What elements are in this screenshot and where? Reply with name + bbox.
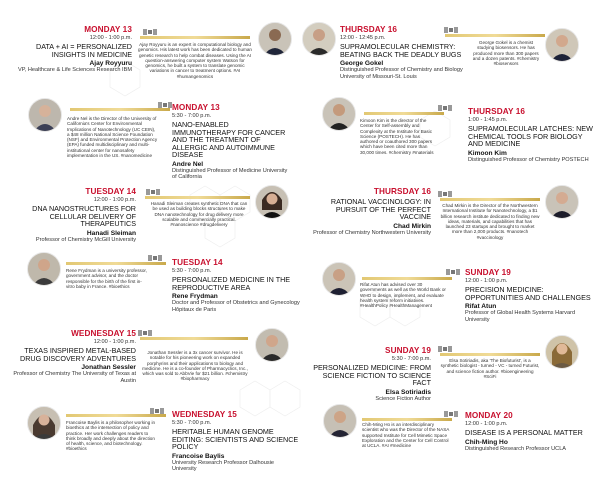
session-card bbox=[2, 25, 132, 74]
speaker-bio: Chad Mirkin is the Director of the Northwestern International Institute for Nanotechnology, a $1 billion research institute dedicated to finding new ideas, materials, and capabilities that has launched 23 startups and brought to market more than 2,000 products. #nanotech #vaccinology bbox=[440, 203, 540, 240]
speaker-bio: Rifat Atun has advised over 30 governments as well as the World Bank or WHO to design, implement, and evaluate health system reform initiatives. #HealthPolicy #HealthManagement bbox=[360, 282, 446, 309]
session-time: 5:30 - 7:00 p.m. bbox=[172, 113, 212, 119]
session-title: NANO-ENABLED IMMUNOTHERAPY FOR CANCER AND THE TREATMENT OF ALLERGIC AND AUTOIMMUNE DISEASE bbox=[172, 120, 286, 160]
satellite-icon bbox=[143, 26, 157, 38]
speaker-affiliation: Distinguished Professor of Chemistry POSTECH bbox=[468, 156, 589, 163]
gold-divider bbox=[362, 418, 452, 421]
session-day: THURSDAY 16 bbox=[468, 107, 526, 116]
speaker-name: Kimoon Kim bbox=[468, 149, 507, 157]
speaker-photo bbox=[28, 98, 62, 132]
speaker-photo bbox=[27, 252, 61, 286]
session-day: THURSDAY 16 bbox=[340, 25, 398, 34]
session-day: THURSDAY 16 bbox=[373, 187, 431, 196]
session-card bbox=[303, 187, 431, 236]
gold-divider bbox=[140, 337, 248, 340]
speaker-affiliation: Science Fiction Author bbox=[375, 395, 431, 402]
gold-divider bbox=[70, 108, 170, 111]
session-title: PERSONALIZED MEDICINE IN THE REPRODUCTIVE AREA bbox=[172, 275, 291, 292]
speaker-bio: Kimoon Kim is the director of the Center for Self-assembly and Complexity at the Institute for Basic Science (POSTECH). He has authored or coauthored 300 papers which have been cited more than 30,000 times. #chemistry #materials bbox=[360, 118, 434, 155]
speaker-affiliation: Distinguished Professor of Chemistry and Biology University of Missouri-St. Louis bbox=[340, 67, 463, 80]
speaker-bio: Ajay Royyuru is an expert in computational biology and genomics. His latest work has been dedicated to human genetic research to help combat diseases. Using the AI question-answering computer system Watson for genomics, he built a system to translate genomic variations in cancer to treatment options. #AI #humangenomics bbox=[138, 42, 252, 79]
speaker-name: Rene Frydman bbox=[172, 293, 218, 301]
session-time: 12:00 - 1:00 p.m. bbox=[89, 35, 132, 41]
session-day: TUESDAY 14 bbox=[85, 187, 136, 196]
session-time: 12:00 - 1:00 p.m. bbox=[465, 421, 508, 427]
session-title: DATA + AI = PERSONALIZED INSIGHTS IN MEDICINE bbox=[36, 42, 132, 59]
session-title: SUPRAMOLECULAR LATCHES: NEW CHEMICAL TOOLS FOR BIOLOGY AND MEDICINE bbox=[468, 124, 593, 149]
session-time: 5:30 - 7:00 p.m. bbox=[172, 268, 212, 274]
session-card bbox=[172, 258, 300, 313]
session-card bbox=[468, 107, 596, 163]
speaker-bio: Andre Nel is the Director of the University of California's Center for Environmental Implications of Nanotechnology (UC CEIN), a $48 million National Science Foundation (NSF) and Environmental Protection Agency (EPA) funded multidisciplinary and multi-institutional center for nanosafety implementation in the US. #nanomedicine bbox=[67, 116, 158, 159]
speaker-name: Chih-Ming Ho bbox=[465, 438, 508, 446]
gold-divider bbox=[440, 353, 540, 356]
speaker-affiliation: Professor of Global Health Systems Harvard University bbox=[465, 310, 576, 323]
speaker-photo bbox=[545, 335, 579, 369]
satellite-icon bbox=[150, 405, 164, 417]
speaker-affiliation: Distinguished Professor of Medicine University of California bbox=[172, 167, 288, 181]
satellite-icon bbox=[146, 186, 160, 198]
speaker-name: George Gokel bbox=[340, 60, 384, 68]
speaker-photo bbox=[322, 97, 356, 131]
speaker-photo bbox=[255, 185, 289, 219]
speaker-affiliation: Professor of Chemistry McGill University bbox=[35, 236, 136, 243]
speaker-name: Rifat Atun bbox=[465, 303, 497, 311]
session-time: 1:00 - 1:45 p.m. bbox=[468, 117, 508, 123]
speaker-affiliation: Doctor and Professor of Obstetrics and Gynecology Hôpitaux de Paris bbox=[172, 300, 300, 313]
session-title: TEXAS INSPIRED METAL-BASED DRUG DISCOVERY ADVENTURES bbox=[20, 346, 136, 363]
session-day: WEDNESDAY 15 bbox=[172, 410, 237, 419]
speaker-name: Chad Mirkin bbox=[393, 222, 431, 230]
speaker-bio: Hanadi Sleiman creates synthetic DNA that can be used as building blocks structures to make DNA nanotechnology for drug delivery more scalable and commercially practical. #nanoscience #drugdelivery bbox=[150, 201, 248, 228]
session-card bbox=[2, 187, 136, 243]
gold-divider bbox=[362, 277, 452, 280]
speaker-affiliation: University Research Professor Dalhousie University bbox=[172, 459, 274, 473]
session-time: 12:00 - 1:00 p.m. bbox=[93, 197, 136, 203]
speaker-name: Jonathan Sessler bbox=[81, 364, 136, 372]
satellite-icon bbox=[148, 252, 162, 264]
session-time: 5:30 - 7:00 p.m. bbox=[172, 420, 212, 426]
session-time: 5:30 - 7:00 p.m. bbox=[391, 356, 431, 362]
session-title: RATIONAL VACCINOLOGY: IN PURSUIT OF THE PERFECT VACCINE bbox=[330, 197, 431, 222]
speaker-photo bbox=[323, 404, 357, 438]
session-title: HERITABLE HUMAN GENOME EDITING: SCIENTISTS AND SCIENCE POLICY bbox=[172, 427, 299, 452]
speaker-bio: George Gokel is a chemist studying biosensors. He has produced more than 300 papers and a dozen patents. #chemistry #biosensors bbox=[472, 40, 540, 67]
session-day: WEDNESDAY 15 bbox=[71, 329, 136, 338]
satellite-icon bbox=[158, 99, 172, 111]
session-card bbox=[465, 411, 596, 452]
session-time: 12:00 - 1:00 p.m. bbox=[465, 278, 508, 284]
speaker-photo bbox=[255, 328, 289, 362]
session-title: DISEASE IS A PERSONAL MATTER bbox=[465, 428, 583, 437]
speaker-name: Ajay Royyuru bbox=[89, 60, 132, 68]
speaker-photo bbox=[545, 185, 579, 219]
speaker-name: Elsa Sotiriadis bbox=[385, 388, 431, 396]
speaker-name: Andre Nel bbox=[172, 160, 204, 168]
session-day: MONDAY 13 bbox=[172, 103, 220, 112]
session-card bbox=[172, 410, 300, 473]
session-card bbox=[172, 103, 292, 181]
gold-divider bbox=[364, 112, 444, 115]
session-day: SUNDAY 19 bbox=[385, 346, 431, 355]
session-title: PRECISION MEDICINE: OPPORTUNITIES AND CHALLENGES bbox=[465, 285, 591, 302]
speaker-photo bbox=[322, 262, 356, 296]
satellite-icon bbox=[444, 24, 458, 36]
satellite-icon bbox=[438, 102, 452, 114]
session-title: DNA NANOSTRUCTURES FOR CELLULAR DELIVERY OF THERAPEUTICS bbox=[32, 204, 136, 229]
speaker-bio: Elsa Sotiriadis, aka 'The Biofuturist', is a synthetic biologist - turned - VC - turned Futurist, and science fiction author. #bioengineering #SciFi bbox=[440, 358, 540, 379]
session-day: SUNDAY 19 bbox=[465, 268, 511, 277]
gold-divider bbox=[440, 198, 540, 201]
session-time: 12:00 - 1:00 p.m. bbox=[93, 339, 136, 345]
speaker-photo bbox=[302, 22, 336, 56]
session-time: 12:00 - 12:45 p.m. bbox=[340, 35, 386, 41]
speaker-affiliation: VP, Healthcare & Life Sciences Research IBM bbox=[17, 67, 132, 74]
session-title: SUPRAMOLECULAR CHEMISTRY: BEATING BACK THE DEADLY BUGS bbox=[340, 42, 462, 59]
speaker-bio: Francoise Baylis is a philosopher working in bioethics at the intersection of policy and practice. Her work challenges readers to think broadly and deeply about the direction of health, science, and biotechnology. #bioethics bbox=[66, 420, 156, 452]
session-day: MONDAY 13 bbox=[84, 25, 132, 34]
speaker-affiliation: Professor of Chemistry Northwestern University bbox=[313, 229, 431, 236]
satellite-icon bbox=[446, 266, 460, 278]
gold-divider bbox=[445, 34, 545, 37]
speaker-bio: Jonathan Sessler is a 3x cancer survivor. He is notable for his pioneering work on expanded porphyrins and their applications to biology and medicine. He is a co-founder of Pharmacyclics, Inc., which was sold to AbbVie for $21 billion. #chemistry #biopharmacy bbox=[142, 350, 248, 382]
speaker-photo bbox=[545, 28, 579, 62]
speaker-name: Francoise Baylis bbox=[172, 452, 225, 460]
session-card bbox=[303, 346, 431, 402]
gold-divider bbox=[145, 196, 250, 199]
session-card bbox=[2, 329, 136, 384]
session-card bbox=[465, 268, 596, 323]
speaker-bio: Chih-Ming Ho is an interdisciplinary scientist who was the Director of the NASA supported Institute for Cell Mimetic Space Exploration and the Center for Cell Control at UCLA. #AI #medicine bbox=[362, 422, 450, 449]
speaker-photo bbox=[258, 22, 292, 56]
session-day: TUESDAY 14 bbox=[172, 258, 223, 267]
speaker-name: Hanadi Sleiman bbox=[86, 229, 136, 237]
speaker-bio: Rene Frydman is a university professor, government advisor, and the doctor responsible for the birth of the first in-vitro baby in France. #bioethics bbox=[66, 268, 147, 289]
speaker-affiliation: Distinguished Research Professor UCLA bbox=[465, 445, 567, 452]
session-title: PERSONALIZED MEDICINE: FROM SCIENCE FICTION TO SCIENCE FACT bbox=[313, 363, 431, 388]
speaker-affiliation: Professor of Chemistry The University of Texas at Austin bbox=[13, 371, 136, 384]
session-day: MONDAY 20 bbox=[465, 411, 513, 420]
satellite-icon bbox=[138, 327, 152, 339]
satellite-icon bbox=[444, 408, 458, 420]
speaker-photo bbox=[27, 406, 61, 440]
